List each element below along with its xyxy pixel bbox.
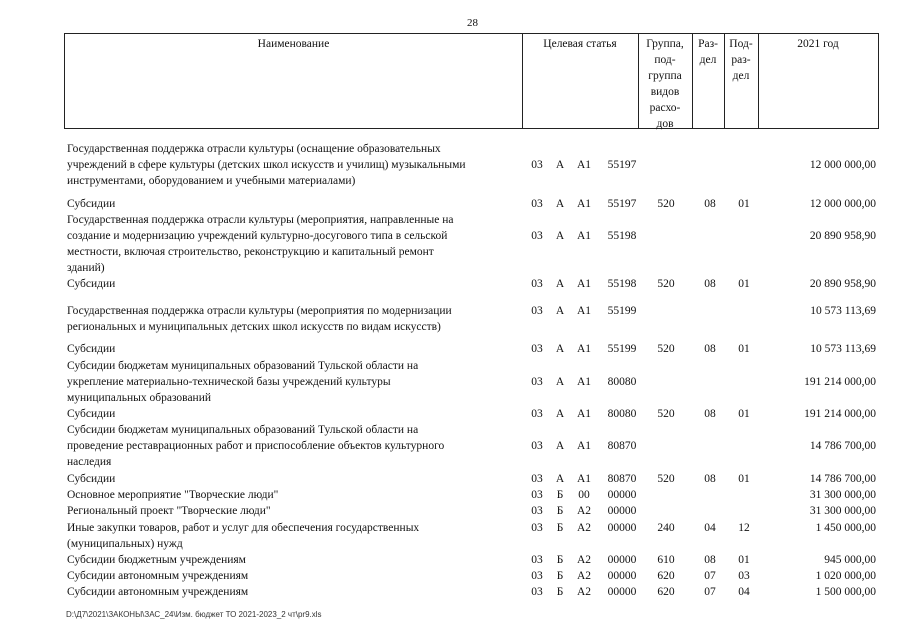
subprogram-code: А <box>555 376 565 388</box>
program-code: 03 <box>531 408 543 420</box>
row-name <box>67 503 523 519</box>
amount-2021: 31 300 000,00 <box>809 505 876 517</box>
row-name-line: создание и модернизацию учреждений культурно-досугового типа в сельской <box>67 230 448 242</box>
row-name-line: Иные закупки товаров, работ и услуг для обеспечения государственных <box>67 522 420 534</box>
article-code: 00000 <box>607 586 637 598</box>
program-code: 03 <box>531 198 543 210</box>
row-name-line: Субсидии бюджетным учреждениям <box>67 554 246 566</box>
amount-2021: 10 573 113,69 <box>810 343 876 355</box>
row-name-line: Субсидии <box>67 278 116 290</box>
row-name <box>67 196 523 212</box>
amount-2021: 1 020 000,00 <box>815 570 876 582</box>
program-code: 03 <box>531 586 543 598</box>
amount-2021: 1 450 000,00 <box>815 522 876 534</box>
row-name-line: Региональный проект "Творческие люди" <box>67 505 271 517</box>
program-code: 03 <box>531 554 543 566</box>
amount-2021: 191 214 000,00 <box>804 376 876 388</box>
row-name-line: Субсидии <box>67 343 116 355</box>
amount-2021: 1 500 000,00 <box>815 586 876 598</box>
subsection-code: 03 <box>738 570 750 582</box>
expense-group: 520 <box>657 473 675 485</box>
row-name-line: укрепление материально-технической базы учреждений культуры <box>67 376 391 388</box>
table-header <box>64 33 879 129</box>
amount-2021: 191 214 000,00 <box>804 408 876 420</box>
section-code: 04 <box>704 522 716 534</box>
activity-code: А1 <box>576 198 592 210</box>
subsection-code: 04 <box>738 586 750 598</box>
row-name <box>67 276 523 292</box>
row-name <box>67 358 523 406</box>
row-name-line: Субсидии бюджетам муниципальных образований Тульской области на <box>67 424 419 436</box>
row-name-line: региональных и муниципальных детских школ искусств по видам искусств) <box>67 321 441 333</box>
row-name-line: местности, включая строительство, реконструкцию и капитальный ремонт <box>67 246 434 258</box>
row-name-line: муниципальных образований <box>67 392 212 404</box>
section-code: 08 <box>704 408 716 420</box>
row-name <box>67 422 523 470</box>
article-code: 55198 <box>607 230 637 242</box>
row-name <box>67 406 523 422</box>
subsection-code: 01 <box>738 473 750 485</box>
activity-code: А2 <box>576 586 592 598</box>
subsection-code: 12 <box>738 522 750 534</box>
amount-2021: 12 000 000,00 <box>809 159 876 171</box>
program-code: 03 <box>531 278 543 290</box>
activity-code: А2 <box>576 554 592 566</box>
row-name-line: Субсидии <box>67 473 116 485</box>
program-code: 03 <box>531 489 543 501</box>
header-target-article: Целевая статья <box>543 38 617 50</box>
header-name: Наименование <box>257 38 330 50</box>
activity-code: А2 <box>576 570 592 582</box>
section-code: 07 <box>704 570 716 582</box>
article-code: 55199 <box>607 305 637 317</box>
subsection-code: 01 <box>738 554 750 566</box>
subprogram-code: А <box>555 473 565 485</box>
row-name <box>67 584 523 600</box>
article-code: 00000 <box>607 505 637 517</box>
article-code: 80870 <box>607 440 637 452</box>
row-name-line: (муниципальных) нужд <box>67 538 183 550</box>
activity-code: А1 <box>576 305 592 317</box>
subprogram-code: Б <box>556 586 564 598</box>
activity-code: А2 <box>576 505 592 517</box>
amount-2021: 14 786 700,00 <box>809 440 876 452</box>
subprogram-code: А <box>555 159 565 171</box>
expense-group: 520 <box>657 278 675 290</box>
subprogram-code: А <box>555 343 565 355</box>
subsection-code: 01 <box>738 278 750 290</box>
row-name <box>67 487 523 503</box>
subprogram-code: А <box>555 408 565 420</box>
activity-code: А1 <box>576 159 592 171</box>
row-name <box>67 552 523 568</box>
section-code: 08 <box>704 278 716 290</box>
header-year: 2021 год <box>797 38 839 50</box>
subprogram-code: А <box>555 230 565 242</box>
program-code: 03 <box>531 440 543 452</box>
subsection-code: 01 <box>738 198 750 210</box>
section-code: 07 <box>704 586 716 598</box>
row-name <box>67 471 523 487</box>
subprogram-code: Б <box>556 570 564 582</box>
row-name-line: Субсидии <box>67 408 116 420</box>
row-name-line: Государственная поддержка отрасли культуры (мероприятия по модернизации <box>67 305 452 317</box>
row-name <box>67 212 523 276</box>
amount-2021: 20 890 958,90 <box>809 278 876 290</box>
row-name-line: учреждений в сфере культуры (детских школ искусств и училищ) музыкальными <box>67 159 466 171</box>
file-path-footer: D:\Д7\2021\ЗАКОНЫ\ЗАС_24\Изм. бюджет ТО 2021-2023_2 чт\pr9.xls <box>66 610 322 619</box>
subprogram-code: Б <box>556 505 564 517</box>
header-section: Раз- дел <box>698 38 718 66</box>
activity-code: А1 <box>576 278 592 290</box>
subsection-code: 01 <box>738 408 750 420</box>
section-code: 08 <box>704 473 716 485</box>
row-name-line: проведение реставрационных работ и приспособление объектов культурного <box>67 440 445 452</box>
program-code: 03 <box>531 343 543 355</box>
article-code: 55199 <box>607 343 637 355</box>
article-code: 80080 <box>607 376 637 388</box>
activity-code: А1 <box>576 473 592 485</box>
article-code: 80080 <box>607 408 637 420</box>
row-name-line: Субсидии автономным учреждениям <box>67 570 249 582</box>
activity-code: А1 <box>576 440 592 452</box>
program-code: 03 <box>531 376 543 388</box>
row-name-line: Субсидии <box>67 198 116 210</box>
article-code: 55198 <box>607 278 637 290</box>
row-name <box>67 341 523 357</box>
section-code: 08 <box>704 343 716 355</box>
activity-code: А1 <box>576 230 592 242</box>
subsection-code: 01 <box>738 343 750 355</box>
expense-group: 620 <box>657 570 675 582</box>
row-name-line: Государственная поддержка отрасли культуры (мероприятия, направленные на <box>67 214 454 226</box>
page-number: 28 <box>467 17 478 29</box>
expense-group: 620 <box>657 586 675 598</box>
activity-code: А1 <box>576 376 592 388</box>
row-name-line: Субсидии автономным учреждениям <box>67 586 249 598</box>
article-code: 00000 <box>607 554 637 566</box>
row-name <box>67 303 523 335</box>
row-name <box>67 141 523 189</box>
article-code: 55197 <box>607 159 637 171</box>
article-code: 80870 <box>607 473 637 485</box>
amount-2021: 945 000,00 <box>824 554 876 566</box>
program-code: 03 <box>531 570 543 582</box>
program-code: 03 <box>531 159 543 171</box>
header-subsection: Под- раз- дел <box>729 38 753 82</box>
program-code: 03 <box>531 305 543 317</box>
row-name-line: Субсидии бюджетам муниципальных образований Тульской области на <box>67 360 419 372</box>
expense-group: 610 <box>657 554 675 566</box>
row-name-line: Государственная поддержка отрасли культуры (оснащение образовательных <box>67 143 441 155</box>
subprogram-code: А <box>555 440 565 452</box>
activity-code: А1 <box>576 343 592 355</box>
program-code: 03 <box>531 505 543 517</box>
row-name-line: Основное мероприятие "Творческие люди" <box>67 489 279 501</box>
amount-2021: 10 573 113,69 <box>810 305 876 317</box>
expense-group: 520 <box>657 198 675 210</box>
amount-2021: 20 890 958,90 <box>809 230 876 242</box>
header-expense-group: Группа, под- группа видов расхо- дов <box>646 38 684 130</box>
subprogram-code: Б <box>556 554 564 566</box>
activity-code: А1 <box>576 408 592 420</box>
section-code: 08 <box>704 554 716 566</box>
activity-code: А2 <box>576 522 592 534</box>
activity-code: 00 <box>578 489 590 501</box>
subprogram-code: А <box>555 198 565 210</box>
amount-2021: 14 786 700,00 <box>809 473 876 485</box>
amount-2021: 12 000 000,00 <box>809 198 876 210</box>
program-code: 03 <box>531 230 543 242</box>
expense-group: 520 <box>657 343 675 355</box>
row-name-line: наследия <box>67 456 112 468</box>
section-code: 08 <box>704 198 716 210</box>
program-code: 03 <box>531 522 543 534</box>
program-code: 03 <box>531 473 543 485</box>
article-code: 00000 <box>607 489 637 501</box>
article-code: 55197 <box>607 198 637 210</box>
article-code: 00000 <box>607 570 637 582</box>
subprogram-code: А <box>555 305 565 317</box>
subprogram-code: Б <box>556 522 564 534</box>
row-name-line: инструментами, оборудованием и учебными материалами) <box>67 175 356 187</box>
row-name <box>67 520 523 552</box>
row-name <box>67 568 523 584</box>
row-name-line: зданий) <box>67 262 105 274</box>
subprogram-code: А <box>555 278 565 290</box>
amount-2021: 31 300 000,00 <box>809 489 876 501</box>
article-code: 00000 <box>607 522 637 534</box>
expense-group: 240 <box>657 522 675 534</box>
expense-group: 520 <box>657 408 675 420</box>
subprogram-code: Б <box>556 489 564 501</box>
